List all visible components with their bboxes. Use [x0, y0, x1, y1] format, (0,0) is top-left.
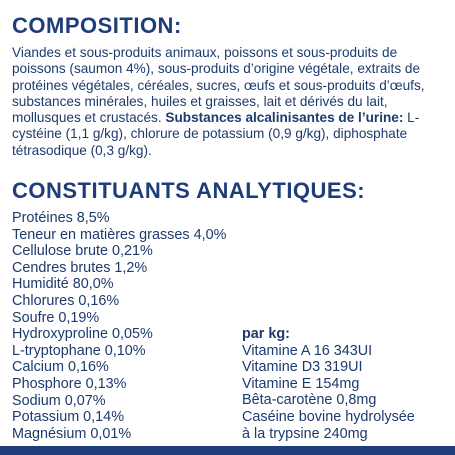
- per-kg-item: Vitamine D3 319UI: [242, 359, 363, 376]
- per-kg-item: Vitamine A 16 343UI: [242, 342, 373, 359]
- constituent-item: Protéines 8,5%: [12, 210, 110, 226]
- constituent-item: Sodium 0,07%: [12, 392, 106, 409]
- constituents-heading: CONSTITUANTS ANALYTIQUES:: [12, 178, 366, 203]
- composition-ingredients: Viandes et sous-produits animaux, poissons et sous-produits de poissons (saumon 4%), sous-produits d’origine végétale, extraits de protéines végétales, céréales, sucres, œufs et sous-produits d’œufs, substances minérales, huiles et graisses, lait et dérivés du lait, mollusques et crustacés.: [12, 45, 425, 126]
- constituent-item: Calcium 0,16%: [12, 359, 109, 376]
- per-kg-item: Vitamine E 154mg: [242, 375, 360, 392]
- composition-text: [12, 45, 448, 159]
- constituent-item: L-tryptophane 0,10%: [12, 342, 146, 359]
- per-kg-item: Bêta-carotène 0,8mg: [242, 392, 377, 409]
- constituent-item: Phosphore 0,13%: [12, 375, 127, 392]
- constituent-item: Cellulose brute 0,21%: [12, 243, 153, 260]
- constituent-item: Potassium 0,14%: [12, 409, 124, 426]
- per-kg-heading: par kg:: [242, 326, 290, 342]
- per-kg-item: à la trypsine 240mg: [242, 425, 368, 442]
- per-kg-item: Caséine bovine hydrolysée: [242, 408, 415, 425]
- constituent-item: Magnésium 0,01%: [12, 425, 132, 442]
- per-kg-list: [242, 326, 415, 442]
- composition-additives-label: Substances alcalinisantes de l’urine:: [165, 110, 404, 126]
- composition-additives: L-cystéine (1,1 g/kg), chlorure de potassium (0,9 g/kg), diphosphate tétrasodique (0,3 g/kg).: [12, 110, 420, 158]
- constituents-list: [12, 210, 226, 442]
- constituent-item: Teneur en matières grasses 4,0%: [12, 226, 227, 243]
- composition-heading: COMPOSITION:: [12, 13, 182, 38]
- bottom-accent-bar: [0, 446, 455, 455]
- constituent-item: Hydroxyproline 0,05%: [12, 326, 153, 343]
- constituent-item: Cendres brutes 1,2%: [12, 259, 148, 276]
- constituent-item: Humidité 80,0%: [12, 276, 114, 293]
- constituent-item: Chlorures 0,16%: [12, 292, 120, 309]
- constituent-item: Soufre 0,19%: [12, 309, 100, 326]
